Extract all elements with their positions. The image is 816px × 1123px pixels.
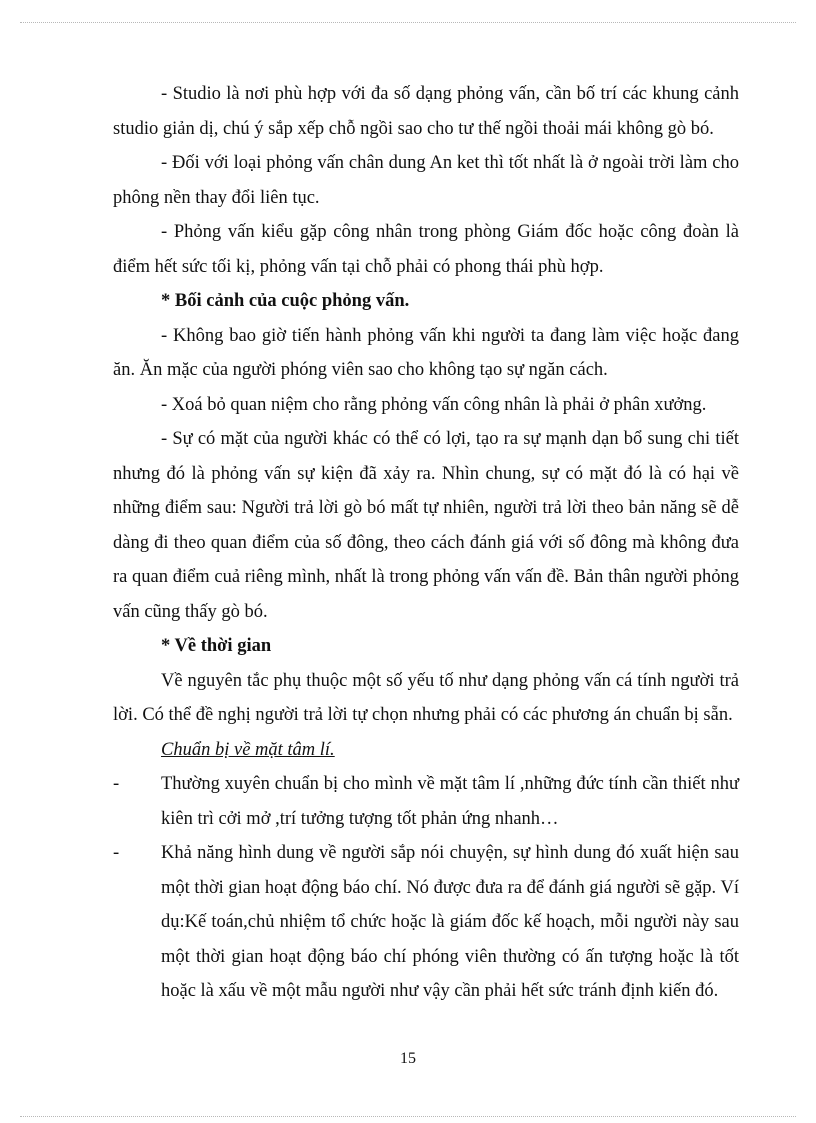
list-item-text: Khả năng hình dung về người sắp nói chuyện, sự hình dung đó xuất hiện sau một thời gian hoạt động báo chí. Nó được đưa ra để đánh giá người sẽ gặp. Ví dụ:Kế toán,chủ nhiệm tổ chức hoặc là giám đốc kế hoạch, mỗi người này sau một thời gian hoạt động báo chí phóng viên thường có ấn tượng hoặc là tốt hoặc là xấu về một mẫu người như vậy cần phải hết sức tránh định kiến đó.	[161, 843, 739, 1001]
list-item-text: Thường xuyên chuẩn bị cho mình về mặt tâm lí ,những đức tính cần thiết như kiên trì cởi mở ,trí tưởng tượng tốt phản ứng nhanh…	[161, 774, 739, 829]
bullet-marker: -	[113, 843, 120, 863]
page-number: 15	[400, 1050, 416, 1067]
paragraph-cong-nhan: - Phỏng vấn kiểu gặp công nhân trong phòng Giám đốc hoặc công đoàn là điểm hết sức tối kị, phỏng vấn tại chỗ phải có phong thái phù hợp.	[113, 222, 739, 277]
paragraph-chan-dung: - Đối với loại phỏng vấn chân dung An ket thì tốt nhất là ở ngoài trời làm cho phông nền thay đổi liên tục.	[113, 153, 739, 208]
paragraph-nguyen-tac: Về nguyên tắc phụ thuộc một số yếu tố như dạng phỏng vấn cá tính người trả lời. Có thể đề nghị người trả lời tự chọn nhưng phải có các phương án chuẩn bị sẵn.	[113, 670, 739, 725]
list-item	[113, 767, 739, 836]
document-body	[113, 77, 739, 1009]
paragraph-studio: - Studio là nơi phù hợp với đa số dạng phỏng vấn, cần bố trí các khung cảnh studio giản dị, chú ý sắp xếp chỗ ngồi sao cho tư thế ngồi thoải mái không gò bó.	[113, 84, 739, 139]
heading-tam-li: Chuẩn bị về mặt tâm lí.	[161, 739, 335, 760]
paragraph-xoa-bo: - Xoá bỏ quan niệm cho rằng phỏng vấn công nhân là phải ở phân xưởng.	[161, 394, 707, 415]
heading-boi-canh: * Bối cảnh của cuộc phỏng vấn.	[161, 291, 410, 311]
paragraph-su-co-mat: - Sự có mặt của người khác có thể có lợi, tạo ra sự mạnh dạn bổ sung chi tiết nhưng đó là phỏng vấn sự kiện đã xảy ra. Nhìn chung, sự có mặt đó là có hại về những điểm sau: Người trả lời gò bó mất tự nhiên, người trả lời theo bản năng sẽ dễ dàng đi theo quan điểm của số đông, theo cách đánh giá với số đông mà không đưa ra quan điểm cuả riêng mình, nhất là trong phỏng vấn vấn đề. Bản thân người phỏng vấn cũng thấy gò bó.	[113, 429, 739, 622]
heading-thoi-gian: * Về thời gian	[161, 636, 272, 656]
bullet-marker: -	[113, 774, 120, 794]
paragraph-khong-bao-gio: - Không bao giờ tiến hành phỏng vấn khi người ta đang làm việc hoặc đang ăn. Ăn mặc của người phóng viên sao cho không tạo sự ngăn cách.	[113, 325, 739, 380]
list-item	[113, 836, 739, 1009]
